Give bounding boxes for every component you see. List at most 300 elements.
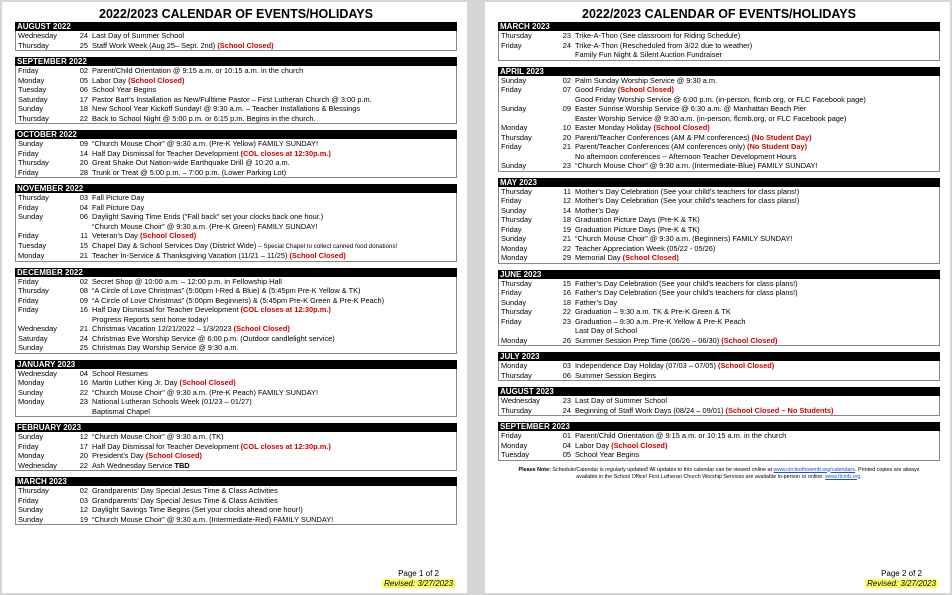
event-text: Fall Picture Day <box>92 202 145 212</box>
event-description <box>575 298 939 308</box>
event-line <box>92 251 456 261</box>
event-weekday: Monday <box>18 397 45 406</box>
event-text: Half Day Dismissal for Teacher Development <box>92 441 241 451</box>
event-row <box>499 133 939 143</box>
event-row <box>499 76 939 86</box>
event-line <box>92 432 456 442</box>
event-weekday: Thursday <box>18 193 49 202</box>
event-description <box>575 85 939 104</box>
event-row <box>16 334 456 344</box>
closure-label: (School Closed) <box>139 231 197 240</box>
closure-label: (School Closed) <box>233 324 290 333</box>
event-line <box>575 104 939 114</box>
month-section <box>15 130 457 178</box>
closure-label: (School Closed) <box>128 75 185 85</box>
event-line <box>92 193 456 203</box>
event-weekday: Friday <box>18 148 39 158</box>
event-weekday: Wednesday <box>18 368 57 378</box>
event-weekday: Monday <box>501 243 528 253</box>
event-date: 23 <box>562 316 571 326</box>
event-description <box>92 369 456 379</box>
event-line <box>92 378 456 388</box>
event-line <box>92 451 456 461</box>
event-row <box>16 251 456 261</box>
event-weekday: Monday <box>501 123 528 132</box>
calendar-page-2 <box>485 2 950 593</box>
month-table <box>15 277 457 354</box>
event-text: Great Shake Out Nation-wide Earthquake Drill @ 10:20 a.m. <box>92 158 290 167</box>
event-description <box>92 397 456 416</box>
event-date: 09 <box>562 104 571 113</box>
event-text: No afternoon conferences -- Afternoon Teacher Development Hours <box>575 151 797 161</box>
closure-label: (School Closed) <box>289 251 346 260</box>
event-row <box>499 142 939 161</box>
event-description <box>575 406 939 416</box>
event-text: School Resumes <box>92 368 148 378</box>
event-line <box>92 388 456 398</box>
event-weekday: Monday <box>18 75 45 85</box>
event-row <box>499 441 939 451</box>
event-text: Ash Wednesday Service <box>92 460 175 470</box>
closure-label: (School Closed) <box>217 40 274 50</box>
event-line <box>575 441 939 451</box>
event-line <box>92 305 456 315</box>
event-text: Palm Sunday Worship Service @ 9:30 a.m. <box>575 75 718 85</box>
event-date: 11 <box>563 186 571 196</box>
month-header: SEPTEMBER 2023 <box>498 422 940 431</box>
closure-label: (School Closed) <box>611 440 668 450</box>
event-weekday: Tuesday <box>18 240 47 250</box>
event-date: 15 <box>79 240 88 250</box>
event-line <box>92 241 456 252</box>
event-date: 24 <box>79 333 88 343</box>
event-text: Father’s Day Celebration (See your child’s teachers for class plans!) <box>575 288 798 297</box>
month-section <box>498 178 940 264</box>
event-text: Good Friday <box>575 85 618 94</box>
month-header: OCTOBER 2022 <box>15 130 457 139</box>
event-line <box>575 76 939 86</box>
event-row <box>499 85 939 104</box>
event-date: 02 <box>79 276 88 286</box>
event-description <box>575 288 939 298</box>
event-line <box>575 234 939 244</box>
event-date: 22 <box>562 307 571 316</box>
month-header: JUNE 2023 <box>498 270 940 279</box>
event-date: 19 <box>79 514 88 524</box>
event-line <box>575 206 939 216</box>
month-header: JANUARY 2023 <box>15 360 457 369</box>
event-line <box>575 196 939 206</box>
event-line <box>575 431 939 441</box>
event-text: Baptismal Chapel <box>92 406 150 416</box>
event-description <box>92 193 456 203</box>
event-row <box>16 85 456 95</box>
event-date: 16 <box>79 378 88 387</box>
event-row <box>499 317 939 336</box>
event-weekday: Tuesday <box>501 450 530 459</box>
event-description <box>575 317 939 336</box>
note-label: Please Note: <box>518 466 551 473</box>
event-description <box>575 361 939 371</box>
event-weekday: Sunday <box>18 505 44 514</box>
event-line <box>575 142 939 152</box>
event-date: 04 <box>79 368 88 378</box>
event-date: 08 <box>79 286 88 295</box>
event-row <box>499 361 939 371</box>
month-header: APRIL 2023 <box>498 67 940 76</box>
event-description <box>92 286 456 296</box>
event-text: “Church Mouse Choir” @ 9:30 a.m. (Beginners) FAMILY SUNDAY! <box>575 234 793 243</box>
event-line <box>92 286 456 296</box>
event-text: Graduation Picture Days (Pre-K & TK) <box>575 224 700 234</box>
event-line <box>575 41 939 51</box>
event-date: 23 <box>562 396 571 405</box>
event-description <box>575 161 939 171</box>
event-row <box>499 187 939 197</box>
event-row <box>499 431 939 441</box>
month-table <box>498 279 940 347</box>
event-text: Mother’s Day Celebration (See your child’s teachers for class plans!) <box>575 186 800 196</box>
event-row <box>16 149 456 159</box>
event-weekday: Friday <box>501 316 522 326</box>
event-text: School Year Begins <box>575 450 640 459</box>
event-date: 22 <box>79 113 88 123</box>
event-description <box>92 66 456 76</box>
event-text: Parent/Teacher Conferences (AM conferences only) <box>575 142 748 151</box>
event-line <box>92 515 456 525</box>
event-weekday: Friday <box>501 288 522 297</box>
event-text: Summer Session Begins <box>575 370 656 380</box>
event-date: 04 <box>79 202 88 212</box>
event-row <box>16 212 456 231</box>
event-text: Daylight Savings Time Begins (Set your clocks ahead one hour!) <box>92 505 303 514</box>
event-line <box>92 324 456 334</box>
event-text: Parent/Child Orientation @ 9:15 a.m. or 10:15 a.m. in the church <box>92 66 304 75</box>
event-description <box>92 388 456 398</box>
month-table <box>498 31 940 61</box>
event-text: Last Day of Summer School <box>92 31 185 40</box>
event-text: Good Friday Worship Service @ 6:00 p.m. (in-person, flcmb.org, or FLC Facebook page) <box>575 94 866 104</box>
event-text: Chapel Day & School Services Day (District Wide) <box>92 240 259 250</box>
event-row <box>499 196 939 206</box>
event-line <box>575 298 939 308</box>
event-date: 12 <box>562 196 571 205</box>
event-row <box>16 104 456 114</box>
event-date: 06 <box>562 370 571 380</box>
event-date: 20 <box>79 451 88 460</box>
event-line <box>575 279 939 289</box>
month-table <box>15 66 457 124</box>
event-date: 07 <box>562 85 571 94</box>
event-date: 03 <box>562 361 571 370</box>
month-table <box>15 432 457 471</box>
closure-label: (COL closes at 12:30p.m.) <box>240 305 331 314</box>
event-date: 14 <box>79 148 88 158</box>
event-text: Christmas Eve Worship Service @ 6:00 p.m. (Outdoor candlelight service) <box>92 333 335 343</box>
page-number: Page 1 of 2 <box>398 569 439 578</box>
event-row <box>499 31 939 41</box>
church-link[interactable]: www.flcmb.org <box>825 473 861 480</box>
event-description <box>92 76 456 86</box>
event-weekday: Friday <box>18 495 39 505</box>
event-row <box>16 31 456 41</box>
event-text: Veteran’s Day <box>92 231 140 240</box>
event-weekday: Thursday <box>501 307 532 316</box>
note-text: . Printed copies are always available in the School Office! First Lutheran Church Worship Services are available in-person or online: <box>576 466 920 480</box>
event-text: Christmas Vacation 12/21/2022 – 1/3/2023 <box>92 324 234 333</box>
event-line <box>575 307 939 317</box>
event-description <box>92 231 456 241</box>
note-text: Schedule/Calendar is regularly updated! All updates to this calendar can be viewed online at <box>550 466 774 473</box>
event-description <box>92 41 456 51</box>
event-description <box>92 104 456 114</box>
event-row <box>499 450 939 460</box>
event-text: Mother’s Day <box>575 205 619 215</box>
event-row <box>16 397 456 416</box>
event-description <box>92 241 456 252</box>
event-weekday: Friday <box>18 295 39 305</box>
event-line <box>575 336 939 346</box>
event-row <box>499 371 939 381</box>
event-line <box>92 343 456 353</box>
event-description <box>92 212 456 231</box>
event-description <box>575 104 939 123</box>
event-row <box>16 66 456 76</box>
event-text: “A Circle of Love Christmas” (5:00pm Beginners) & (5:45pm Pre-K Green & Pre-K Peach) <box>92 295 385 305</box>
revised-date: Revised: 3/27/2023 <box>384 579 453 588</box>
event-text: Half Day Dismissal for Teacher Development <box>92 148 241 158</box>
event-line <box>575 326 939 336</box>
event-weekday: Sunday <box>18 212 44 221</box>
event-description <box>575 142 939 161</box>
event-text: “Church Mouse Choir” @ 9:30 a.m. (Pre-K Green) FAMILY SUNDAY! <box>92 221 318 231</box>
event-line <box>575 361 939 371</box>
event-line <box>575 225 939 235</box>
event-weekday: Thursday <box>18 486 49 495</box>
month-header: SEPTEMBER 2022 <box>15 57 457 66</box>
month-section <box>498 270 940 347</box>
event-text: Memorial Day <box>575 253 623 262</box>
event-text: “Church Mouse Choir” @ 9:30 a.m. (Pre-K Yellow) FAMILY SUNDAY! <box>92 139 319 148</box>
event-description <box>575 234 939 244</box>
event-weekday: Friday <box>501 224 522 234</box>
event-description <box>92 85 456 95</box>
event-description <box>92 451 456 461</box>
event-weekday: Thursday <box>18 113 49 123</box>
closure-label: (School Closed) <box>145 451 202 460</box>
event-description <box>92 442 456 452</box>
event-date: 17 <box>79 94 88 104</box>
event-line <box>575 123 939 133</box>
event-line <box>92 442 456 452</box>
month-table <box>15 193 457 262</box>
event-row <box>16 296 456 306</box>
event-text: Graduation Picture Days (Pre-K & TK) <box>575 215 700 224</box>
month-header: JULY 2023 <box>498 352 940 361</box>
event-text: “Church Mouse Choir” @ 9:30 a.m. (Intermediate-Blue) FAMILY SUNDAY! <box>575 161 818 170</box>
event-date: 04 <box>562 440 571 450</box>
event-row <box>499 206 939 216</box>
month-section <box>15 57 457 124</box>
event-description <box>575 215 939 225</box>
event-date: 22 <box>79 387 88 397</box>
event-line <box>92 114 456 124</box>
event-line <box>575 152 939 162</box>
event-weekday: Thursday <box>18 40 49 50</box>
event-weekday: Sunday <box>18 343 44 352</box>
event-line <box>92 231 456 241</box>
update-note <box>508 467 930 481</box>
event-line <box>575 450 939 460</box>
event-weekday: Friday <box>501 85 522 94</box>
event-row <box>16 139 456 149</box>
event-line <box>575 244 939 254</box>
event-row <box>499 396 939 406</box>
event-row <box>499 161 939 171</box>
closure-label: (School Closed) <box>653 123 710 132</box>
event-description <box>575 133 939 143</box>
event-date: 21 <box>79 251 88 260</box>
month-table <box>498 396 940 416</box>
event-weekday: Friday <box>18 276 39 286</box>
event-date: 22 <box>562 243 571 253</box>
month-table <box>15 369 457 418</box>
month-table <box>15 139 457 178</box>
event-text: Back to School Night @ 5:00 p.m. or 6:15 p.m. Begins in the church. <box>92 113 316 123</box>
event-row <box>16 388 456 398</box>
event-row <box>16 158 456 168</box>
event-date: 23 <box>79 397 88 406</box>
event-date: 06 <box>79 212 88 221</box>
event-description <box>575 279 939 289</box>
event-text: Trunk or Treat @ 5:00 p.m. – 7:00 p.m. (Lower Parking Lot) <box>92 167 287 177</box>
event-description <box>92 203 456 213</box>
event-weekday: Friday <box>18 66 39 75</box>
event-date: 25 <box>79 343 88 352</box>
month-section <box>498 67 940 172</box>
event-description <box>92 149 456 159</box>
event-line <box>92 41 456 51</box>
event-description <box>92 515 456 525</box>
event-date: 10 <box>562 123 571 132</box>
event-row <box>16 432 456 442</box>
event-description <box>575 31 939 41</box>
event-weekday: Sunday <box>501 104 527 113</box>
event-description <box>575 253 939 263</box>
closure-label: (School Closed) <box>622 253 679 262</box>
calendar-link[interactable]: www.circleoflovemb.org/calendars <box>773 466 856 473</box>
event-date: 16 <box>562 288 571 297</box>
event-text: Graduation – 9:30 a.m. Pre-K Yellow & Pre-K Peach <box>575 316 746 326</box>
event-text: Parent/Teacher Conferences (AM & PM conferences) <box>575 132 752 142</box>
event-description <box>92 158 456 168</box>
event-line <box>92 369 456 379</box>
event-description <box>92 432 456 442</box>
month-table <box>498 361 940 381</box>
event-row <box>499 406 939 416</box>
event-weekday: Thursday <box>501 186 532 196</box>
event-date: 21 <box>562 142 571 151</box>
event-row <box>16 95 456 105</box>
event-weekday: Monday <box>18 451 45 460</box>
event-row <box>16 461 456 471</box>
closure-label: (COL closes at 12:30p.m.) <box>240 148 331 158</box>
event-description <box>575 187 939 197</box>
month-table <box>498 431 940 461</box>
event-text: National Lutheran Schools Week (01/23 – 01/27) <box>92 397 252 406</box>
event-description <box>575 396 939 406</box>
month-header: MARCH 2023 <box>15 477 457 486</box>
event-row <box>499 234 939 244</box>
event-weekday: Thursday <box>501 405 532 415</box>
month-table <box>15 486 457 525</box>
event-description <box>92 277 456 287</box>
event-text: Teacher In-Service & Thanksgiving Vacation (11/21 – 11/25) <box>92 251 290 260</box>
month-section <box>498 352 940 381</box>
month-section <box>498 22 940 61</box>
closure-label: (No Student Day) <box>747 142 808 151</box>
month-header: NOVEMBER 2022 <box>15 184 457 193</box>
event-description <box>575 41 939 60</box>
event-text: Easter Worship Service @ 9:30 a.m. (in-person, flcmb.org, or FLC Facebook page) <box>575 113 847 123</box>
event-description <box>575 336 939 346</box>
event-description <box>575 76 939 86</box>
event-line <box>92 277 456 287</box>
event-row <box>499 307 939 317</box>
event-line <box>92 149 456 159</box>
event-description <box>92 343 456 353</box>
event-description <box>575 431 939 441</box>
note-text: . <box>860 473 862 480</box>
event-text: Independence Day Holiday (07/03 – 07/05) <box>575 361 718 370</box>
event-line <box>92 496 456 506</box>
event-description <box>92 168 456 178</box>
event-text: Summer Session Prep Time (06/26 – 06/30) <box>575 335 722 345</box>
event-line <box>575 95 939 105</box>
event-line <box>575 187 939 197</box>
event-description <box>92 139 456 149</box>
event-date: 24 <box>79 31 88 40</box>
event-row <box>499 225 939 235</box>
event-description <box>92 296 456 306</box>
event-date: 20 <box>562 132 571 142</box>
event-row <box>16 241 456 252</box>
event-description <box>575 450 939 460</box>
event-description <box>92 334 456 344</box>
event-row <box>16 442 456 452</box>
event-weekday: Friday <box>18 167 39 177</box>
event-text: “Church Mouse Choir” @ 9:30 a.m. (Intermediate-Red) FAMILY SUNDAY! <box>92 514 334 524</box>
event-line <box>575 253 939 263</box>
event-text: Fall Picture Day <box>92 193 145 202</box>
event-weekday: Friday <box>501 196 522 205</box>
event-text: Grandparents’ Day Special Jesus Time & Class Activities <box>92 486 278 495</box>
event-text: Graduation – 9:30 a.m. TK & Pre-K Green & TK <box>575 307 731 316</box>
event-description <box>92 95 456 105</box>
event-description <box>575 371 939 381</box>
event-row <box>16 343 456 353</box>
month-header: AUGUST 2022 <box>15 22 457 31</box>
event-line <box>575 406 939 416</box>
event-text: Labor Day <box>575 440 612 450</box>
month-section <box>498 387 940 416</box>
month-header: AUGUST 2023 <box>498 387 940 396</box>
event-description <box>92 486 456 496</box>
event-row <box>16 277 456 287</box>
month-header: MARCH 2023 <box>498 22 940 31</box>
event-weekday: Thursday <box>501 132 532 142</box>
event-description <box>92 305 456 324</box>
